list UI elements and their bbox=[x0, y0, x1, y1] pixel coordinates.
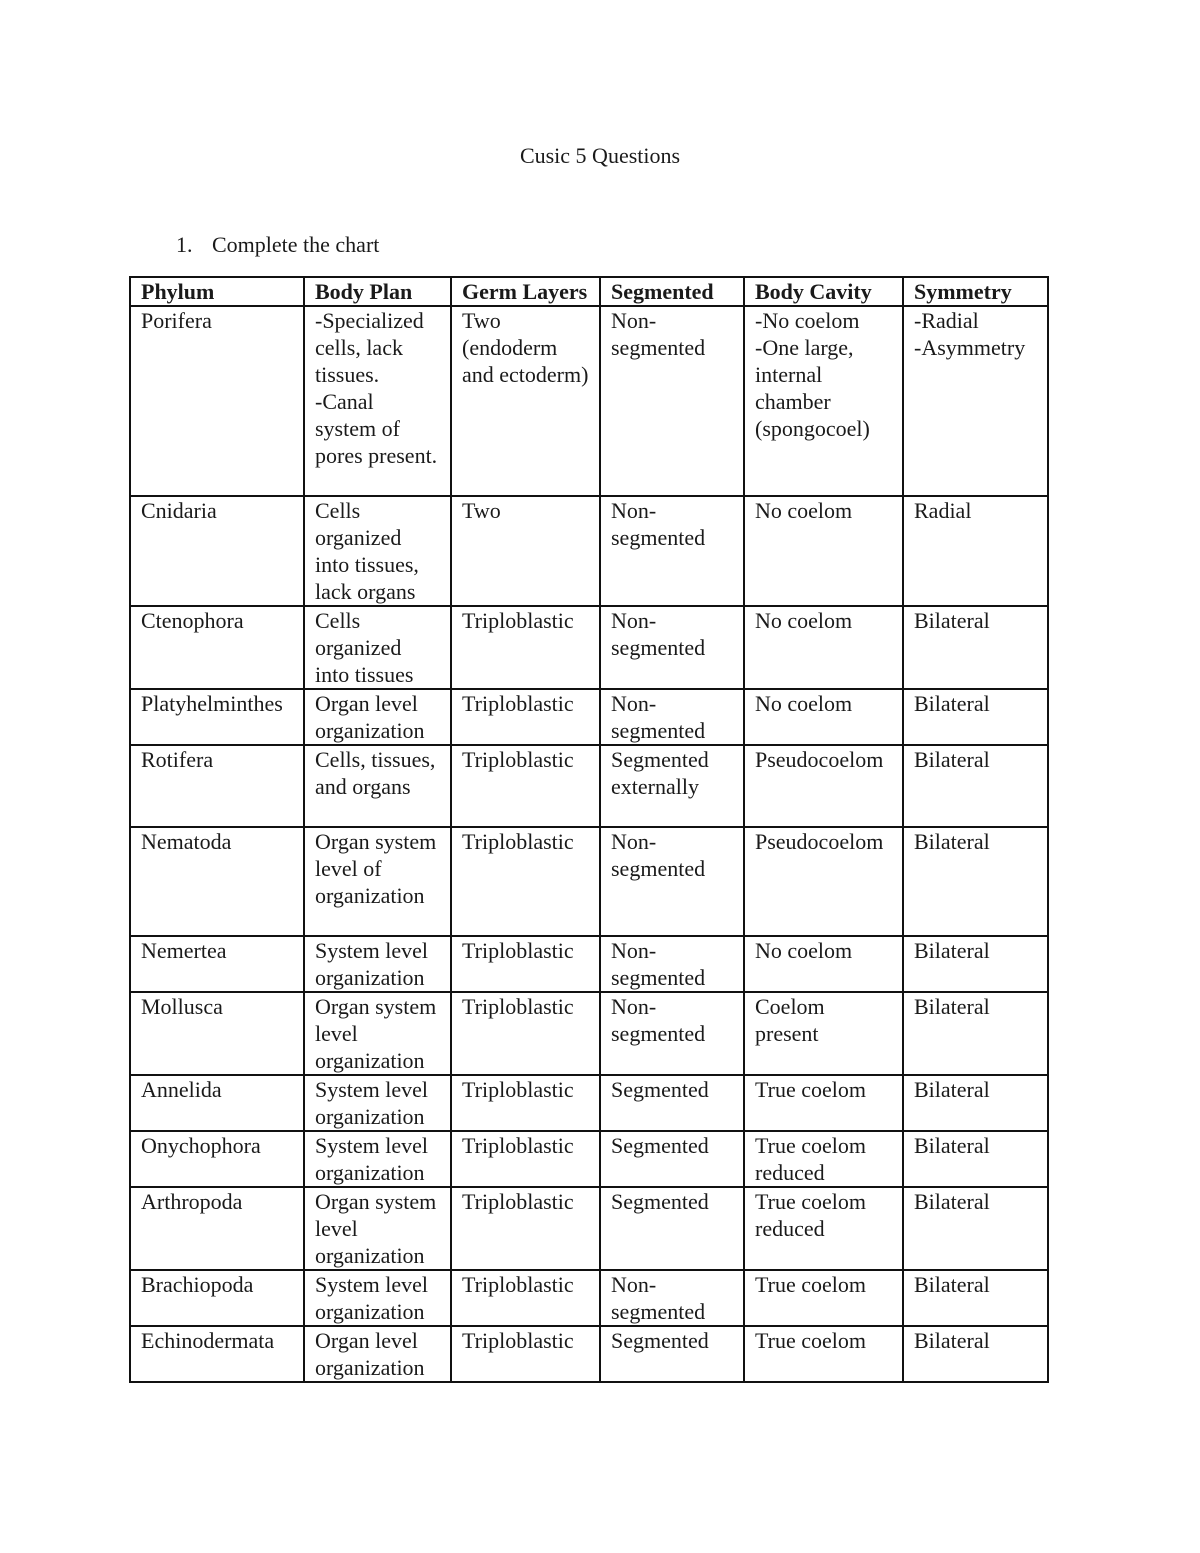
cell-text: Triploblastic bbox=[462, 829, 574, 854]
cell-segmented bbox=[600, 496, 744, 606]
header-body-cavity: Body Cavity bbox=[744, 277, 903, 306]
document-title: Cusic 5 Questions bbox=[519, 143, 681, 168]
cell-body-plan bbox=[304, 689, 451, 745]
cell-text: Bilateral bbox=[914, 1189, 990, 1214]
cell-phylum bbox=[130, 606, 304, 689]
cell-text: True coelom reduced bbox=[755, 1189, 867, 1241]
cell-germ-layers bbox=[451, 1326, 600, 1382]
cell-segmented bbox=[600, 606, 744, 689]
cell-symmetry bbox=[903, 936, 1048, 992]
cell-body-plan bbox=[304, 1187, 451, 1270]
cell-text: Bilateral bbox=[914, 938, 990, 963]
header-symmetry: Symmetry bbox=[903, 277, 1048, 306]
cell-body-plan bbox=[304, 606, 451, 689]
cell-symmetry bbox=[903, 745, 1048, 827]
cell-body-plan bbox=[304, 992, 451, 1075]
cell-text: Organ system level of organization bbox=[315, 829, 437, 908]
cell-body-plan bbox=[304, 306, 451, 496]
cell-text: Triploblastic bbox=[462, 1189, 574, 1214]
cell-symmetry bbox=[903, 1326, 1048, 1382]
table-row bbox=[130, 1326, 1048, 1382]
cell-text: -One large, internal chamber (spongocoel) bbox=[755, 335, 870, 441]
cell-text: Arthropoda bbox=[141, 1189, 243, 1214]
cell-text: Coelom present bbox=[755, 994, 825, 1046]
cell-body-cavity bbox=[744, 1326, 903, 1382]
cell-text: Non-segmented bbox=[611, 829, 706, 881]
cell-text: Cells organized into tissues, lack organs bbox=[315, 498, 419, 604]
cell-text: Segmented bbox=[611, 1189, 709, 1214]
cell-symmetry bbox=[903, 1187, 1048, 1270]
cell-text: Two (endoderm and ectoderm) bbox=[462, 308, 589, 387]
table-row bbox=[130, 1131, 1048, 1187]
cell-text: Cnidaria bbox=[141, 498, 217, 523]
cell-symmetry bbox=[903, 992, 1048, 1075]
cell-body-plan bbox=[304, 1075, 451, 1131]
cell-germ-layers bbox=[451, 1131, 600, 1187]
cell-text: Triploblastic bbox=[462, 938, 574, 963]
cell-text: Cells, tissues, and organs bbox=[315, 747, 436, 799]
cell-segmented bbox=[600, 745, 744, 827]
cell-text: -Specialized cells, lack tissues. bbox=[315, 308, 424, 387]
header-segmented: Segmented bbox=[600, 277, 744, 306]
cell-text: Rotifera bbox=[141, 747, 214, 772]
cell-phylum bbox=[130, 745, 304, 827]
cell-phylum bbox=[130, 827, 304, 936]
cell-phylum bbox=[130, 1131, 304, 1187]
phylum-chart-table bbox=[129, 276, 1049, 1383]
cell-body-cavity bbox=[744, 1270, 903, 1326]
cell-body-cavity bbox=[744, 606, 903, 689]
table-row bbox=[130, 992, 1048, 1075]
cell-text: Non-segmented bbox=[611, 308, 706, 360]
cell-text: Bilateral bbox=[914, 1272, 990, 1297]
cell-text: Segmented bbox=[611, 1328, 709, 1353]
table-row bbox=[130, 306, 1048, 496]
cell-text: System level organization bbox=[315, 938, 429, 990]
cell-symmetry bbox=[903, 496, 1048, 606]
cell-text: Organ level organization bbox=[315, 691, 425, 743]
cell-text: Mollusca bbox=[141, 994, 223, 1019]
cell-phylum bbox=[130, 1187, 304, 1270]
cell-symmetry bbox=[903, 689, 1048, 745]
table-body bbox=[130, 306, 1048, 1382]
question-text: Complete the chart bbox=[212, 232, 380, 257]
cell-text: Ctenophora bbox=[141, 608, 244, 633]
cell-phylum bbox=[130, 1270, 304, 1326]
cell-text: System level organization bbox=[315, 1077, 429, 1129]
cell-text: Triploblastic bbox=[462, 1077, 574, 1102]
cell-text: Triploblastic bbox=[462, 691, 574, 716]
cell-phylum bbox=[130, 1075, 304, 1131]
table-row bbox=[130, 1187, 1048, 1270]
cell-text: Segmented bbox=[611, 1133, 709, 1158]
cell-body-plan bbox=[304, 745, 451, 827]
cell-text: Cells organized into tissues bbox=[315, 608, 414, 687]
cell-text: -Asymmetry bbox=[914, 335, 1026, 360]
cell-germ-layers bbox=[451, 689, 600, 745]
cell-body-cavity bbox=[744, 936, 903, 992]
header-phylum: Phylum bbox=[130, 277, 304, 306]
table-row bbox=[130, 1270, 1048, 1326]
cell-phylum bbox=[130, 936, 304, 992]
cell-text: Bilateral bbox=[914, 994, 990, 1019]
cell-body-cavity bbox=[744, 689, 903, 745]
cell-text: Non-segmented bbox=[611, 938, 706, 990]
cell-text: Radial bbox=[914, 498, 972, 523]
cell-text: Bilateral bbox=[914, 608, 990, 633]
cell-text: Organ system level organization bbox=[315, 1189, 437, 1268]
cell-text: Non-segmented bbox=[611, 1272, 706, 1324]
cell-body-plan bbox=[304, 1270, 451, 1326]
question-1 bbox=[176, 229, 379, 261]
cell-text: System level organization bbox=[315, 1272, 429, 1324]
cell-phylum bbox=[130, 992, 304, 1075]
cell-symmetry bbox=[903, 306, 1048, 496]
cell-text: No coelom bbox=[755, 691, 853, 716]
table-row bbox=[130, 1075, 1048, 1131]
cell-text: Nemertea bbox=[141, 938, 227, 963]
cell-segmented bbox=[600, 306, 744, 496]
cell-body-plan bbox=[304, 1131, 451, 1187]
cell-body-plan bbox=[304, 1326, 451, 1382]
cell-text: Segmented externally bbox=[611, 747, 709, 799]
cell-text: Bilateral bbox=[914, 1133, 990, 1158]
cell-body-cavity bbox=[744, 745, 903, 827]
cell-text: Bilateral bbox=[914, 747, 990, 772]
cell-text: Triploblastic bbox=[462, 608, 574, 633]
cell-text: True coelom bbox=[755, 1328, 867, 1353]
cell-text: Triploblastic bbox=[462, 747, 574, 772]
cell-germ-layers bbox=[451, 1187, 600, 1270]
cell-text: True coelom bbox=[755, 1272, 867, 1297]
cell-symmetry bbox=[903, 1270, 1048, 1326]
cell-phylum bbox=[130, 306, 304, 496]
cell-body-cavity bbox=[744, 1131, 903, 1187]
cell-segmented bbox=[600, 689, 744, 745]
table-row bbox=[130, 689, 1048, 745]
cell-phylum bbox=[130, 496, 304, 606]
cell-text: Organ system level organization bbox=[315, 994, 437, 1073]
cell-text: Organ level organization bbox=[315, 1328, 425, 1380]
cell-body-plan bbox=[304, 496, 451, 606]
cell-segmented bbox=[600, 1131, 744, 1187]
table-row bbox=[130, 496, 1048, 606]
cell-text: Annelida bbox=[141, 1077, 222, 1102]
cell-germ-layers bbox=[451, 306, 600, 496]
cell-text: Brachiopoda bbox=[141, 1272, 254, 1297]
cell-germ-layers bbox=[451, 606, 600, 689]
table-row bbox=[130, 745, 1048, 827]
cell-text: Echinodermata bbox=[141, 1328, 275, 1353]
header-body-plan: Body Plan bbox=[304, 277, 451, 306]
cell-body-plan bbox=[304, 936, 451, 992]
cell-text: Non-segmented bbox=[611, 691, 706, 743]
cell-segmented bbox=[600, 1270, 744, 1326]
cell-segmented bbox=[600, 936, 744, 992]
cell-germ-layers bbox=[451, 936, 600, 992]
cell-text: Platyhelminthes bbox=[141, 691, 283, 716]
table-row bbox=[130, 606, 1048, 689]
cell-body-cavity bbox=[744, 306, 903, 496]
cell-phylum bbox=[130, 1326, 304, 1382]
cell-body-cavity bbox=[744, 496, 903, 606]
cell-text: -Radial bbox=[914, 308, 979, 333]
cell-segmented bbox=[600, 1187, 744, 1270]
cell-text: -No coelom bbox=[755, 308, 860, 333]
cell-germ-layers bbox=[451, 827, 600, 936]
cell-text: Porifera bbox=[141, 308, 212, 333]
cell-text: Pseudocoelom bbox=[755, 747, 884, 772]
cell-text: Triploblastic bbox=[462, 994, 574, 1019]
cell-text: Pseudocoelom bbox=[755, 829, 884, 854]
cell-body-cavity bbox=[744, 1187, 903, 1270]
cell-symmetry bbox=[903, 1131, 1048, 1187]
cell-text: Triploblastic bbox=[462, 1133, 574, 1158]
cell-text: Triploblastic bbox=[462, 1328, 574, 1353]
cell-symmetry bbox=[903, 1075, 1048, 1131]
cell-body-cavity bbox=[744, 1075, 903, 1131]
cell-phylum bbox=[130, 689, 304, 745]
cell-text: Onychophora bbox=[141, 1133, 261, 1158]
cell-germ-layers bbox=[451, 1270, 600, 1326]
cell-text: Non-segmented bbox=[611, 498, 706, 550]
cell-symmetry bbox=[903, 606, 1048, 689]
cell-segmented bbox=[600, 1326, 744, 1382]
cell-text: Two bbox=[462, 498, 501, 523]
cell-text: Triploblastic bbox=[462, 1272, 574, 1297]
cell-germ-layers bbox=[451, 496, 600, 606]
cell-segmented bbox=[600, 1075, 744, 1131]
cell-text: Bilateral bbox=[914, 1328, 990, 1353]
cell-text: Non-segmented bbox=[611, 608, 706, 660]
question-number: 1. bbox=[176, 232, 193, 257]
cell-text: Nematoda bbox=[141, 829, 232, 854]
cell-text: Bilateral bbox=[914, 691, 990, 716]
cell-germ-layers bbox=[451, 745, 600, 827]
cell-text: -Canal system of pores present. bbox=[315, 389, 438, 468]
cell-text: No coelom bbox=[755, 938, 853, 963]
cell-symmetry bbox=[903, 827, 1048, 936]
cell-text: Segmented bbox=[611, 1077, 709, 1102]
header-germ-layers: Germ Layers bbox=[451, 277, 600, 306]
cell-text: No coelom bbox=[755, 498, 853, 523]
cell-germ-layers bbox=[451, 992, 600, 1075]
table-header-row bbox=[130, 277, 1048, 306]
cell-text: Bilateral bbox=[914, 1077, 990, 1102]
table-row bbox=[130, 827, 1048, 936]
table-row bbox=[130, 936, 1048, 992]
cell-germ-layers bbox=[451, 1075, 600, 1131]
cell-text: True coelom bbox=[755, 1077, 867, 1102]
cell-text: No coelom bbox=[755, 608, 853, 633]
cell-segmented bbox=[600, 992, 744, 1075]
cell-text: Non-segmented bbox=[611, 994, 706, 1046]
cell-text: System level organization bbox=[315, 1133, 429, 1185]
cell-segmented bbox=[600, 827, 744, 936]
cell-text: True coelom reduced bbox=[755, 1133, 867, 1185]
cell-body-cavity bbox=[744, 992, 903, 1075]
cell-text: Bilateral bbox=[914, 829, 990, 854]
cell-body-plan bbox=[304, 827, 451, 936]
cell-body-cavity bbox=[744, 827, 903, 936]
